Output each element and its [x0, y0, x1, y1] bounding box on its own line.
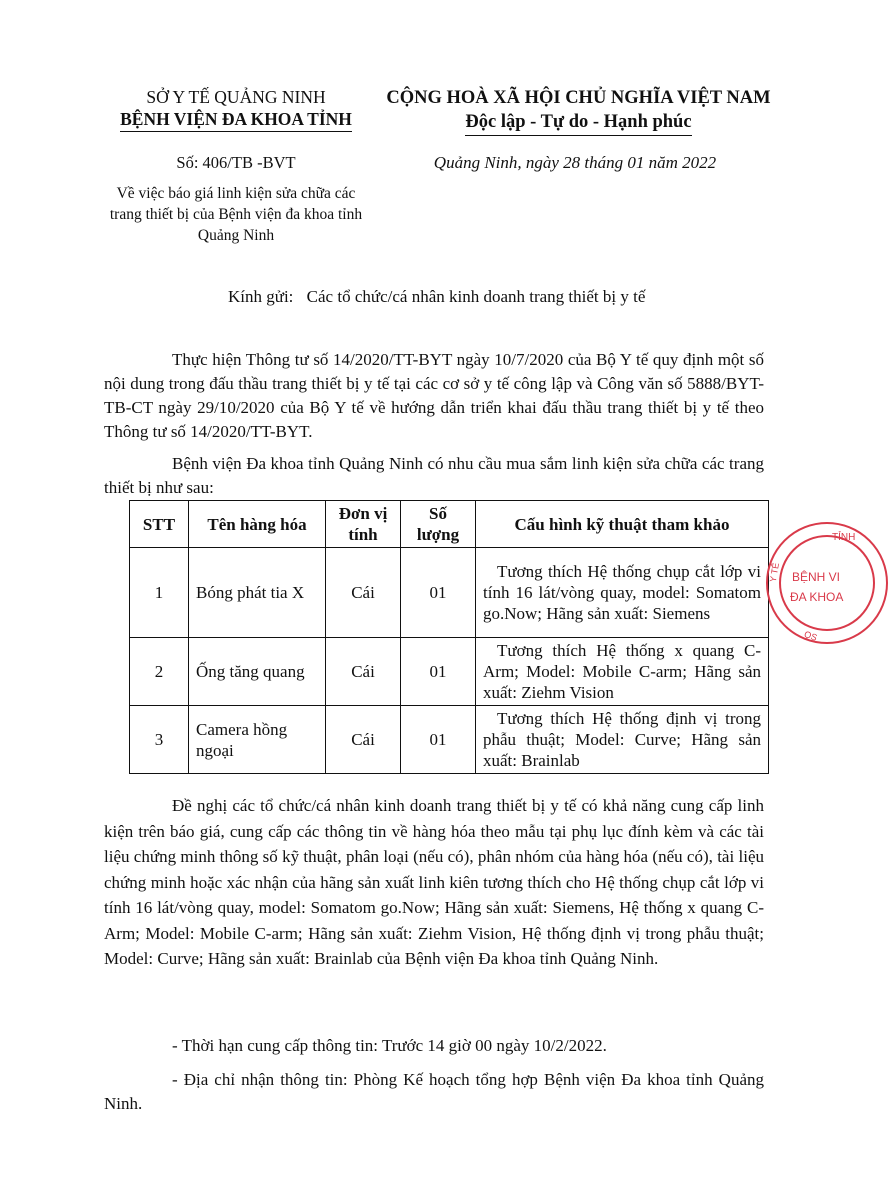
- recipient-label: Kính gửi:: [228, 287, 294, 306]
- paragraph-need: Bệnh viện Đa khoa tỉnh Quảng Ninh có nhu cầu mua sắm linh kiện sửa chữa các trang thiết bị như sau:: [104, 454, 764, 497]
- cell-name: Bóng phát tia X: [189, 548, 326, 638]
- cell-spec: Tương thích Hệ thống định vị trong phẫu thuật; Model: Curve; Hãng sản xuất: Brainlab: [476, 706, 769, 774]
- cell-unit: Cái: [326, 706, 401, 774]
- seal-text-left: Y TẾ: [767, 561, 781, 584]
- cell-qty: 01: [401, 706, 476, 774]
- address-line: - Địa chỉ nhận thông tin: Phòng Kế hoạch tổng hợp Bệnh viện Đa khoa tỉnh Quảng Ninh.: [104, 1070, 764, 1113]
- table-row: [130, 638, 769, 706]
- seal-text-line2: ĐA KHOA: [790, 590, 844, 604]
- country-name: CỘNG HOÀ XÃ HỘI CHỦ NGHĨA VIỆT NAM: [386, 88, 771, 108]
- date-line: Quảng Ninh, ngày 28 tháng 01 năm 2022: [433, 153, 717, 172]
- national-title: [376, 86, 781, 136]
- header-spec: Cấu hình kỹ thuật tham khảo: [476, 501, 769, 548]
- cell-spec: Tương thích Hệ thống x quang C-Arm; Model: Mobile C-arm; Hãng sản xuất: Ziehm Vision: [476, 638, 769, 706]
- hospital-name: BỆNH VIỆN ĐA KHOA TỈNH: [105, 108, 367, 132]
- cell-spec: Tương thích Hệ thống chụp cắt lớp vi tính 16 lát/vòng quay, model: Somatom go.Now; Hãng sản xuất: Siemens: [476, 548, 769, 638]
- cell-stt: 1: [130, 548, 189, 638]
- table-row: [130, 706, 769, 774]
- cell-qty: 01: [401, 638, 476, 706]
- hospital-seal-stamp: [762, 518, 892, 648]
- header-name: Tên hàng hóa: [189, 501, 326, 548]
- recipient-text: Các tổ chức/cá nhân kinh doanh trang thiết bị y tế: [306, 287, 646, 306]
- seal-text-bottom: QS: [802, 628, 819, 643]
- table-header-row: [130, 501, 769, 548]
- seal-text-line1: BỆNH VI: [792, 570, 841, 584]
- motto: Độc lập - Tự do - Hạnh phúc: [376, 110, 781, 136]
- header-qty: Số lượng: [401, 501, 476, 548]
- header-stt: STT: [130, 501, 189, 548]
- cell-name: Camera hồng ngoại: [189, 706, 326, 774]
- header-unit: Đơn vị tính: [326, 501, 401, 548]
- cell-stt: 3: [130, 706, 189, 774]
- document-number: Số: 406/TB -BVT: [176, 153, 296, 172]
- cell-qty: 01: [401, 548, 476, 638]
- issuing-authority: [105, 86, 367, 132]
- cell-name: Ống tăng quang: [189, 638, 326, 706]
- department-name: SỞ Y TẾ QUẢNG NINH: [146, 87, 326, 107]
- cell-unit: Cái: [326, 548, 401, 638]
- cell-stt: 2: [130, 638, 189, 706]
- document-subject: Về việc báo giá linh kiện sửa chữa các trang thiết bị của Bệnh viện đa khoa tỉnh Quảng Ninh: [109, 185, 363, 244]
- seal-text-top: TỈNH: [832, 532, 856, 543]
- table-row: [130, 548, 769, 638]
- cell-unit: Cái: [326, 638, 401, 706]
- deadline-line: - Thời hạn cung cấp thông tin: Trước 14 giờ 00 ngày 10/2/2022.: [172, 1036, 607, 1055]
- goods-table: [129, 500, 769, 774]
- recipient-line: [228, 287, 645, 307]
- paragraph-request: Đề nghị các tổ chức/cá nhân kinh doanh trang thiết bị y tế có khả năng cung cấp linh kiện trên báo giá, cung cấp các thông tin về hàng hóa theo mẫu tại phụ lục đính kèm và các tài liệu chứng minh thông số kỹ thuật, phân loại (nếu có), phân nhóm của hàng hóa (nếu có), tài liệu chứng minh hoặc xác nhận của hãng sản xuất linh kiên tương thích cho Hệ thống chụp cắt lớp vi tính 16 lát/vòng quay, model: Somatom go.Now; Hãng sản xuất: Siemens, Hệ thống x quang C-Arm; Model: Mobile C-arm; Hãng sản xuất: Ziehm Vision, Hệ thống định vị trong phẫu thuật; Model: Curve; Hãng sản xuất: Brainlab của Bệnh viện Đa khoa tỉnh Quảng Ninh.: [104, 796, 764, 968]
- paragraph-legal-basis: Thực hiện Thông tư số 14/2020/TT-BYT ngày 10/7/2020 của Bộ Y tế quy định một số nội dung trong đấu thầu trang thiết bị y tế tại các cơ sở y tế công lập và Công văn số 5888/BYT-TB-CT ngày 29/10/2020 của Bộ Y tế về hướng dẫn triển khai đấu thầu trang thiết bị y tế theo Thông tư số 14/2020/TT-BYT.: [104, 350, 764, 441]
